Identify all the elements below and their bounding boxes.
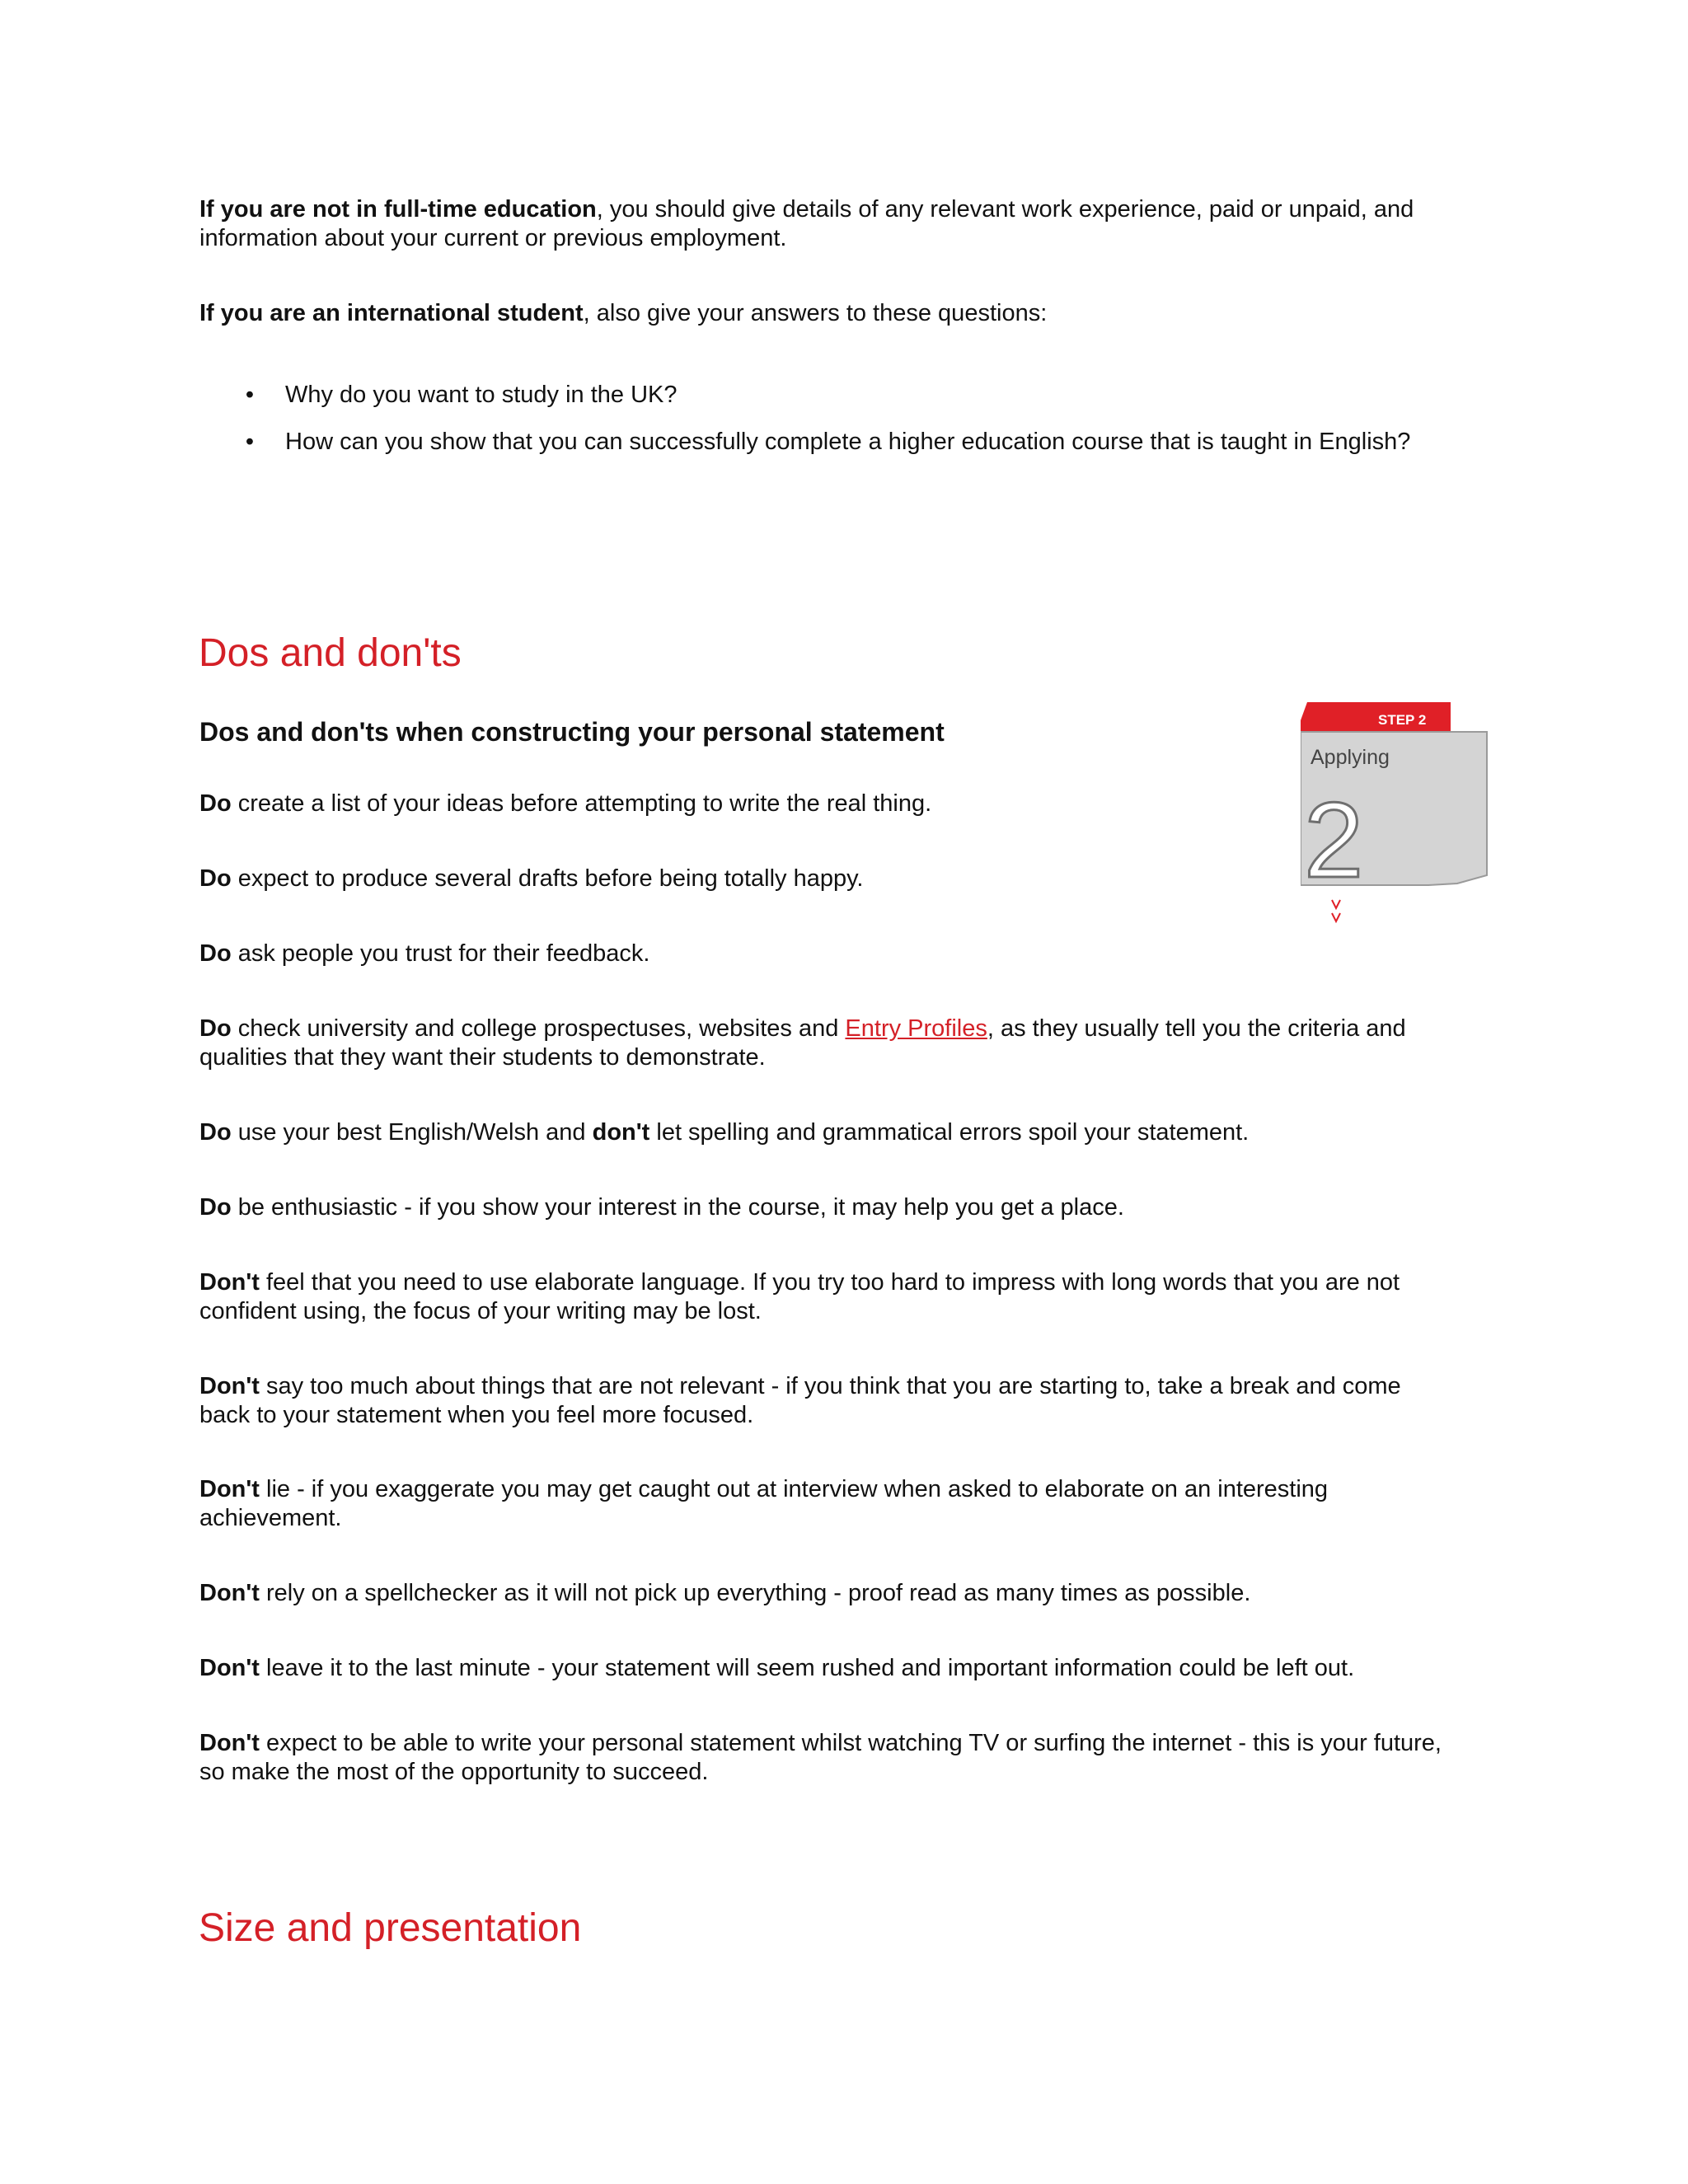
- item-text: check university and college prospectuses, websites and: [231, 1015, 846, 1042]
- item-text: say too much about things that are not relevant - if you think that you are starting to, take a break and come: [259, 1373, 1401, 1399]
- item-text: confident using, the focus of your writing may be lost.: [199, 1298, 762, 1324]
- dont-item: [199, 1729, 1502, 1787]
- chevron-down-icon: [1332, 900, 1340, 908]
- do-item: [199, 790, 1502, 818]
- step-number-text: 2: [1304, 780, 1364, 900]
- item-text: achievement.: [199, 1505, 342, 1531]
- bold-lead: Don't: [199, 1476, 260, 1502]
- bullet-icon: •: [245, 429, 255, 455]
- bold-lead: Don't: [199, 1655, 260, 1681]
- dont-item: [199, 1475, 1502, 1533]
- item-text: expect to be able to write your personal statement whilst watching TV or surfing the internet - this is your future,: [259, 1730, 1442, 1756]
- bullet-icon: •: [245, 382, 255, 408]
- item-text: rely on a spellchecker as it will not pick up everything - proof read as many times as possible.: [259, 1580, 1251, 1606]
- bold-lead: Don't: [199, 1580, 260, 1606]
- bold-lead: Do: [199, 1015, 232, 1042]
- section-heading-dos-donts: Dos and don'ts: [199, 631, 462, 675]
- item-text: leave it to the last minute - your statement will seem rushed and important information could be left out.: [259, 1655, 1355, 1681]
- item-text: let spelling and grammatical errors spoil your statement.: [649, 1119, 1250, 1146]
- step-tag-text: STEP 2: [1378, 712, 1427, 728]
- item-text: create a list of your ideas before attempting to write the real thing.: [231, 790, 932, 817]
- paragraph-text: , also give your answers to these questions:: [583, 300, 1048, 326]
- entry-profiles-link[interactable]: Entry Profiles: [845, 1015, 987, 1042]
- item-text: feel that you need to use elaborate language. If you try too hard to impress with long words that you are not: [259, 1269, 1400, 1296]
- item-text: so make the most of the opportunity to succeed.: [199, 1759, 709, 1785]
- list-item-text: Why do you want to study in the UK?: [285, 382, 678, 408]
- item-text: lie - if you exaggerate you may get caught out at interview when asked to elaborate on an interesting: [259, 1476, 1329, 1502]
- bold-lead: If you are an international student: [199, 300, 584, 326]
- paragraph-not-full-time: [199, 195, 1502, 253]
- dont-item: [199, 1372, 1502, 1430]
- dont-item: [199, 1268, 1502, 1326]
- bold-inline: don't: [592, 1119, 650, 1146]
- section-heading-size-presentation: Size and presentation: [199, 1906, 582, 1950]
- item-text: ask people you trust for their feedback.: [231, 940, 650, 967]
- item-text: expect to produce several drafts before being totally happy.: [231, 865, 864, 892]
- bold-lead: If you are not in full-time education: [199, 196, 597, 223]
- bold-lead: Don't: [199, 1373, 260, 1399]
- bold-lead: Don't: [199, 1269, 260, 1296]
- item-text: , as they usually tell you the criteria and: [987, 1015, 1406, 1042]
- dont-item: [199, 1579, 1502, 1608]
- do-item: [199, 1193, 1502, 1222]
- bold-lead: Do: [199, 1194, 232, 1221]
- bold-lead: Do: [199, 1119, 232, 1146]
- do-item: [199, 1015, 1502, 1072]
- item-text: back to your statement when you feel more focused.: [199, 1402, 754, 1428]
- paragraph-international: [199, 299, 1502, 328]
- bold-lead: Do: [199, 865, 232, 892]
- bold-lead: Do: [199, 940, 232, 967]
- do-item: [199, 940, 1502, 968]
- do-item: [199, 865, 1502, 893]
- step-tab-shape: [1301, 702, 1451, 732]
- paragraph-text: , you should give details of any relevant work experience, paid or unpaid, and: [596, 196, 1414, 223]
- item-text: qualities that they want their students to demonstrate.: [199, 1044, 766, 1071]
- step-label-text: Applying: [1311, 746, 1390, 769]
- bold-lead: Do: [199, 790, 232, 817]
- chevron-down-icon: [1332, 913, 1340, 921]
- item-text: use your best English/Welsh and: [231, 1119, 593, 1146]
- item-text: be enthusiastic - if you show your interest in the course, it may help you get a place.: [231, 1194, 1124, 1221]
- section-subheading: Dos and don'ts when constructing your personal statement: [199, 717, 945, 747]
- bold-lead: Don't: [199, 1730, 260, 1756]
- paragraph-text: information about your current or previous employment.: [199, 225, 787, 251]
- do-item: [199, 1118, 1502, 1147]
- list-item-text: How can you show that you can successfully complete a higher education course that is taught in English?: [285, 429, 1411, 455]
- dont-item: [199, 1654, 1502, 1683]
